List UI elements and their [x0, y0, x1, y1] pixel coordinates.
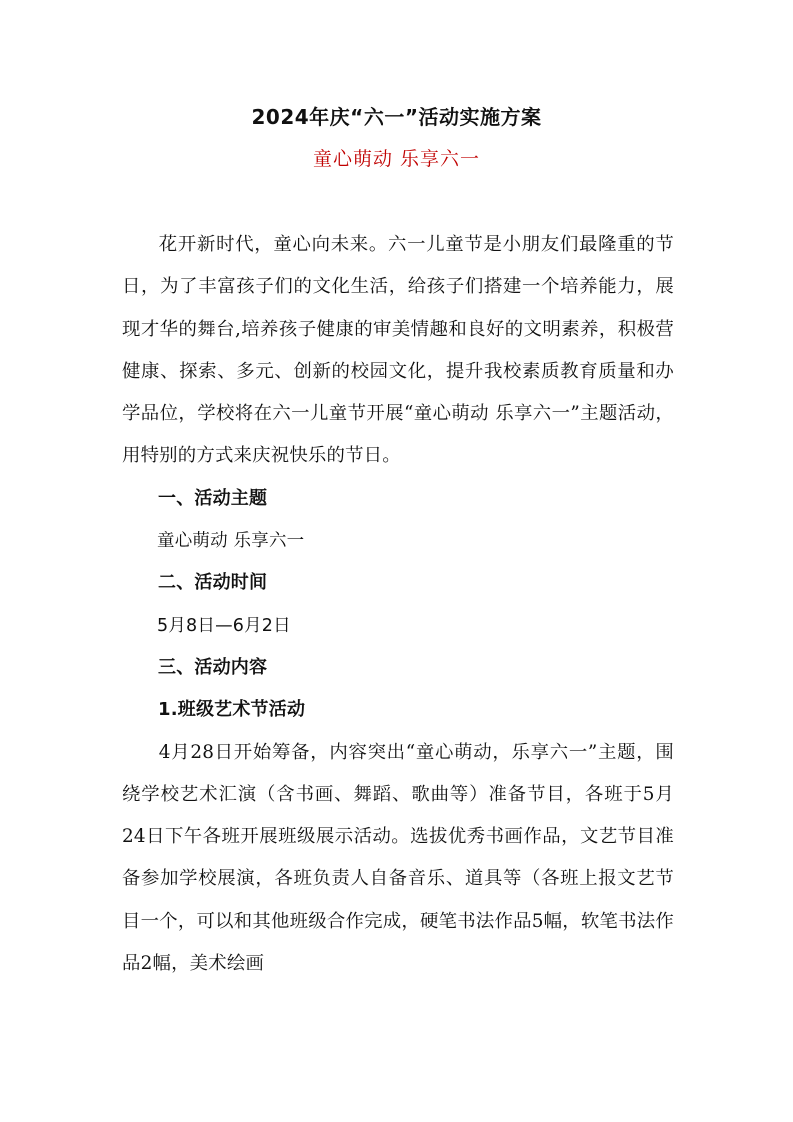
intro-paragraph: 花开新时代，童心向未来。六一儿童节是小朋友们最隆重的节日，为了丰富孩子们的文化生活，给孩子们搭建一个培养能力，展现才华的舞台,培养孩子健康的审美情趣和良好的文明素养，积极营健康、探索、多元、创新的校园文化，提升我校素质教育质量和办学品位，学校将在六一儿童节开展“童心萌动 乐享六一”主题活动，用特别的方式来庆祝快乐的节日。 [122, 234, 674, 467]
section-heading-theme: 一、活动主题 [158, 487, 268, 509]
section-heading-time: 二、活动时间 [158, 572, 268, 594]
art-festival-paragraph: 4月28日开始筹备，内容突出“童心萌动，乐享六一”主题，围绕学校艺术汇演（含书画、舞蹈、歌曲等）准备节目，各班于5月24日下午各班开展班级展示活动。选拔优秀书画作品，文艺节目准备参加学校展演，各班负责人自备音乐、道具等（各班上报文艺节目一个，可以和其他班级合作完成，硬笔书法作品5幅，软笔书法作品2幅，美术绘画 [122, 741, 674, 975]
section-heading-content: 三、活动内容 [158, 656, 268, 678]
section-text-time: 5月8日—6月2日 [157, 615, 291, 636]
document-body [122, 224, 674, 985]
section-text-theme: 童心萌动 乐享六一 [157, 531, 305, 552]
document-subtitle: 童心萌动 乐享六一 [312, 148, 481, 170]
document-title: 2024年庆“六一”活动实施方案 [251, 105, 542, 129]
subsection-heading-art-festival: 1.班级艺术节活动 [158, 699, 306, 721]
